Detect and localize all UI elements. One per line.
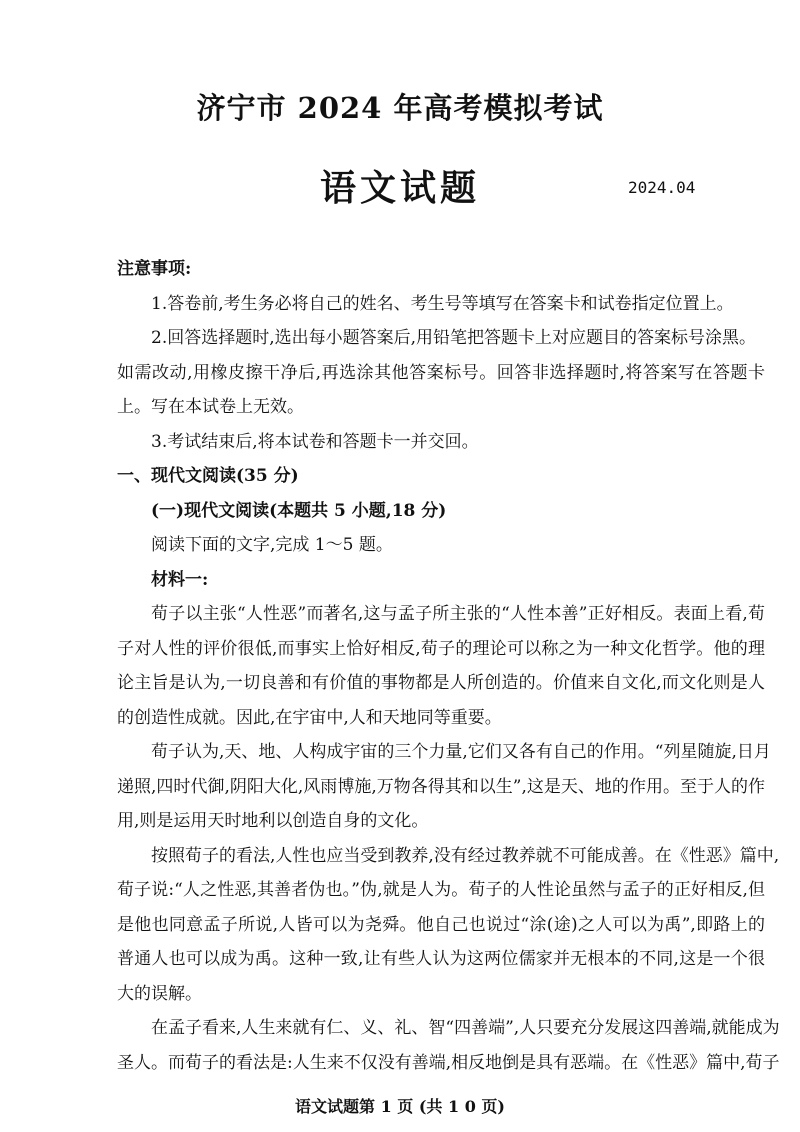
exam-subject-title: 语文试题 [319, 167, 480, 209]
passage-line: 的创造性成就。因此,在宇宙中,人和天地同等重要。 [117, 707, 502, 728]
passage-paragraph-4 [117, 1011, 780, 1080]
page-footer: 语文试题第 1 页 (共 1 0 页) [295, 1097, 505, 1116]
reading-instruction: 阅读下面的文字,完成 1～5 题。 [151, 535, 393, 555]
exam-title: 济宁市 2024 年高考模拟考试 [196, 91, 604, 125]
passage-line: 子对人性的评价很低,而事实上恰好相反,荀子的理论可以称之为一种文化哲学。他的理 [117, 638, 765, 659]
notice-item-3: 3.考试结束后,将本试卷和答题卡一并交回。 [151, 431, 479, 452]
passage-line: 按照荀子的看法,人性也应当受到教养,没有经过教养就不可能成善。在《性恶》篇中, [151, 845, 780, 866]
notice-heading: 注意事项: [117, 259, 192, 279]
material-label: 材料一: [151, 569, 209, 590]
passage-line: 用,则是运用天时地利以创造自身的文化。 [117, 811, 429, 831]
passage-line: 圣人。而荀子的看法是:人生来不仅没有善端,相反地倒是具有恶端。在《性恶》篇中,荀子 [117, 1052, 780, 1073]
passage-line: 荀子认为,天、地、人构成宇宙的三个力量,它们又各有自己的作用。“列星随旋,日月 [151, 742, 771, 762]
exam-content [117, 252, 780, 1080]
passage-paragraph-2 [117, 735, 771, 839]
passage-line: 荀子说:“人之性恶,其善者伪也。”伪,就是人为。荀子的人性论虽然与孟子的正好相反,但 [117, 880, 765, 900]
passage-line: 论主旨是认为,一切良善和有价值的事物都是人所创造的。价值来自文化,而文化则是人 [117, 673, 765, 693]
passage-line: 在孟子看来,人生来就有仁、义、礼、智“四善端”,人只要充分发展这四善端,就能成为 [151, 1018, 780, 1038]
section-heading: 一、现代文阅读(35 分) [117, 466, 299, 486]
notice-item-2-continued: 如需改动,用橡皮擦干净后,再选涂其他答案标号。回答非选择题时,将答案写在答题卡 [117, 362, 765, 383]
exam-date: 2024.04 [628, 178, 696, 197]
passage-line: 大的误解。 [117, 983, 202, 1004]
passage-paragraph-3 [117, 839, 780, 1012]
passage-line: 递照,四时代御,阴阳大化,风雨博施,万物各得其和以生”,这是天、地的作用。至于人的作 [117, 776, 765, 797]
notice-item-2: 2.回答选择题时,选出每小题答案后,用铅笔把答题卡上对应题目的答案标号涂黑。 [151, 328, 757, 348]
notice-item-2-end: 上。写在本试卷上无效。 [117, 397, 304, 417]
passage-line: 荀子以主张“人性恶”而著名,这与孟子所主张的“人性本善”正好相反。表面上看,荀 [151, 604, 765, 624]
subsection-heading: (一)现代文阅读(本题共 5 小题,18 分) [151, 500, 447, 521]
passage-paragraph-1 [117, 597, 765, 735]
passage-line: 是他也同意孟子所说,人皆可以为尧舜。他自己也说过“涂(途)之人可以为禹”,即路上的 [117, 914, 765, 935]
notice-item-1: 1.答卷前,考生务必将自己的姓名、考生号等填写在答案卡和试卷指定位置上。 [151, 293, 734, 314]
passage-line: 普通人也可以成为禹。这种一致,让有些人认为这两位儒家并无根本的不同,这是一个很 [117, 949, 765, 969]
